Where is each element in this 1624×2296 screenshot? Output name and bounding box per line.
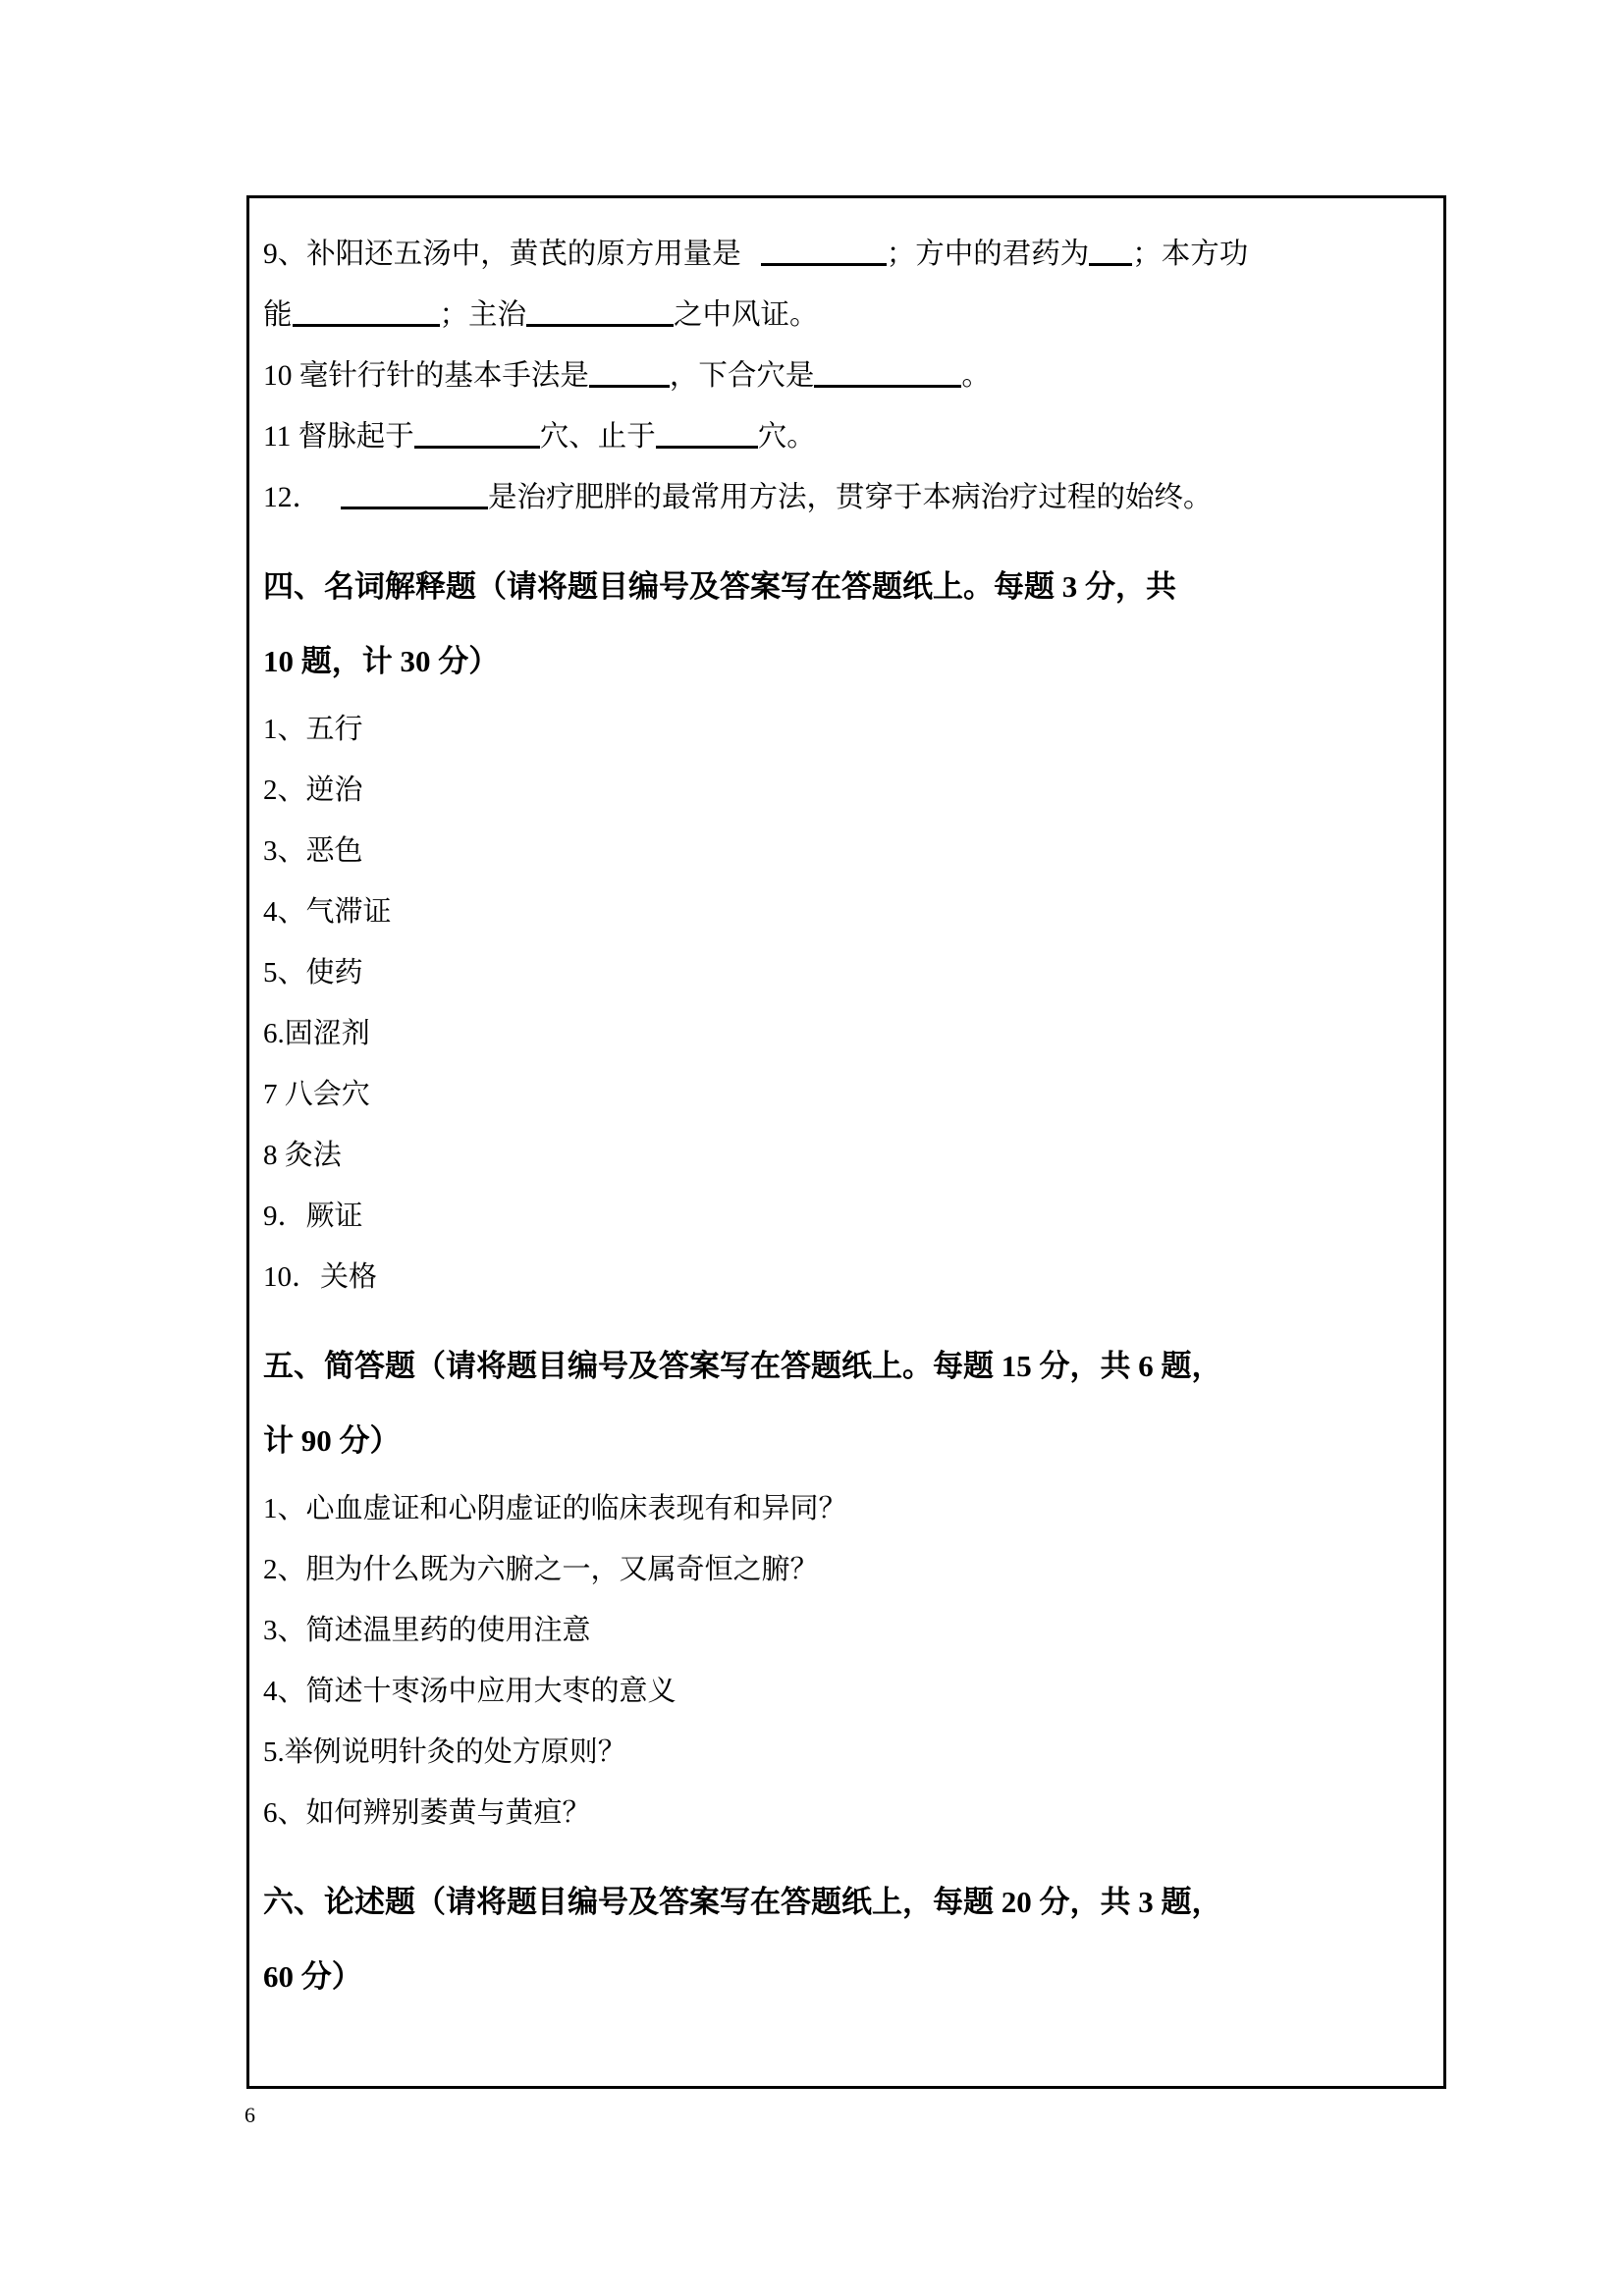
list-item: 4、简述十枣汤中应用大枣的意义 xyxy=(263,1676,677,1707)
list-item: 2、逆治 xyxy=(263,774,363,806)
list-item: 4、气滞证 xyxy=(263,896,392,928)
section-six-heading-line-1: 六、论述题（请将题目编号及答案写在答题纸上，每题 20 分，共 3 题， xyxy=(263,1885,1222,1919)
exam-paper-frame xyxy=(246,195,1446,2089)
question-9-line2-suffix: 之中风证。 xyxy=(674,299,819,331)
question-12-prefix: 12． xyxy=(263,482,322,513)
blank-field[interactable] xyxy=(761,238,887,266)
list-item: 1、五行 xyxy=(263,714,363,745)
blank-field[interactable] xyxy=(526,298,674,327)
question-10-mid: ，下合穴是 xyxy=(669,360,815,392)
question-12 xyxy=(263,467,1426,528)
list-item: 5.举例说明针灸的处方原则？ xyxy=(263,1736,626,1768)
question-9-line-2 xyxy=(263,285,1426,346)
question-9-line2-mid: ；主治 xyxy=(439,299,527,331)
question-9-mid-2: ；本方功 xyxy=(1132,239,1249,270)
section-six-heading-line-2: 60 分） xyxy=(263,1959,362,1994)
list-item: 6、如何辨别萎黄与黄疸？ xyxy=(263,1797,591,1829)
section-six-heading xyxy=(263,1865,1426,2014)
list-item: 6.固涩剂 xyxy=(263,1018,370,1049)
question-9-line-1 xyxy=(263,224,1426,285)
section-four-heading-line-2: 10 题，计 30 分） xyxy=(263,644,500,678)
section-five-heading-line-1: 五、简答题（请将题目编号及答案写在答题纸上。每题 15 分，共 6 题， xyxy=(263,1349,1222,1383)
blank-field[interactable] xyxy=(414,420,540,449)
question-10 xyxy=(263,346,1426,406)
blank-field[interactable] xyxy=(814,359,961,388)
list-item: 2、胆为什么既为六腑之一，又属奇恒之腑？ xyxy=(263,1554,819,1585)
question-11-mid: 穴、止于 xyxy=(539,421,656,453)
question-10-suffix: 。 xyxy=(961,360,991,392)
list-item: 9．厥证 xyxy=(263,1201,363,1232)
section-five-heading-line-2: 计 90 分） xyxy=(263,1423,401,1458)
blank-field[interactable] xyxy=(1089,238,1132,266)
question-11-suffix: 穴。 xyxy=(757,421,816,453)
question-11 xyxy=(263,406,1426,467)
list-item: 8 灸法 xyxy=(263,1140,342,1171)
list-item: 5、使药 xyxy=(263,957,363,988)
question-9-mid-1: ；方中的君药为 xyxy=(886,239,1090,270)
question-12-suffix: 是治疗肥胖的最常用方法，贯穿于本病治疗过程的始终。 xyxy=(488,482,1213,513)
section-five-heading xyxy=(263,1329,1426,1478)
section-four-heading xyxy=(263,550,1426,699)
section-four-heading-line-1: 四、名词解释题（请将题目编号及答案写在答题纸上。每题 3 分，共 xyxy=(263,569,1176,604)
list-item: 10．关格 xyxy=(263,1261,378,1293)
blank-field[interactable] xyxy=(656,420,758,449)
question-9-line2-prefix: 能 xyxy=(263,299,293,331)
question-11-prefix: 11 督脉起于 xyxy=(263,421,414,453)
blank-field[interactable] xyxy=(341,481,488,509)
list-item: 7 八会穴 xyxy=(263,1079,370,1110)
blank-field[interactable] xyxy=(293,298,440,327)
list-item: 3、简述温里药的使用注意 xyxy=(263,1615,591,1646)
page-number: 6 xyxy=(244,2103,255,2127)
blank-field[interactable] xyxy=(589,359,670,388)
question-9-prefix: 9、补阳还五汤中，黄芪的原方用量是 xyxy=(263,239,741,270)
list-item: 1、心血虚证和心阴虚证的临床表现有和异同？ xyxy=(263,1493,847,1524)
list-item: 3、恶色 xyxy=(263,835,363,867)
question-10-prefix: 10 毫针行针的基本手法是 xyxy=(263,360,589,392)
